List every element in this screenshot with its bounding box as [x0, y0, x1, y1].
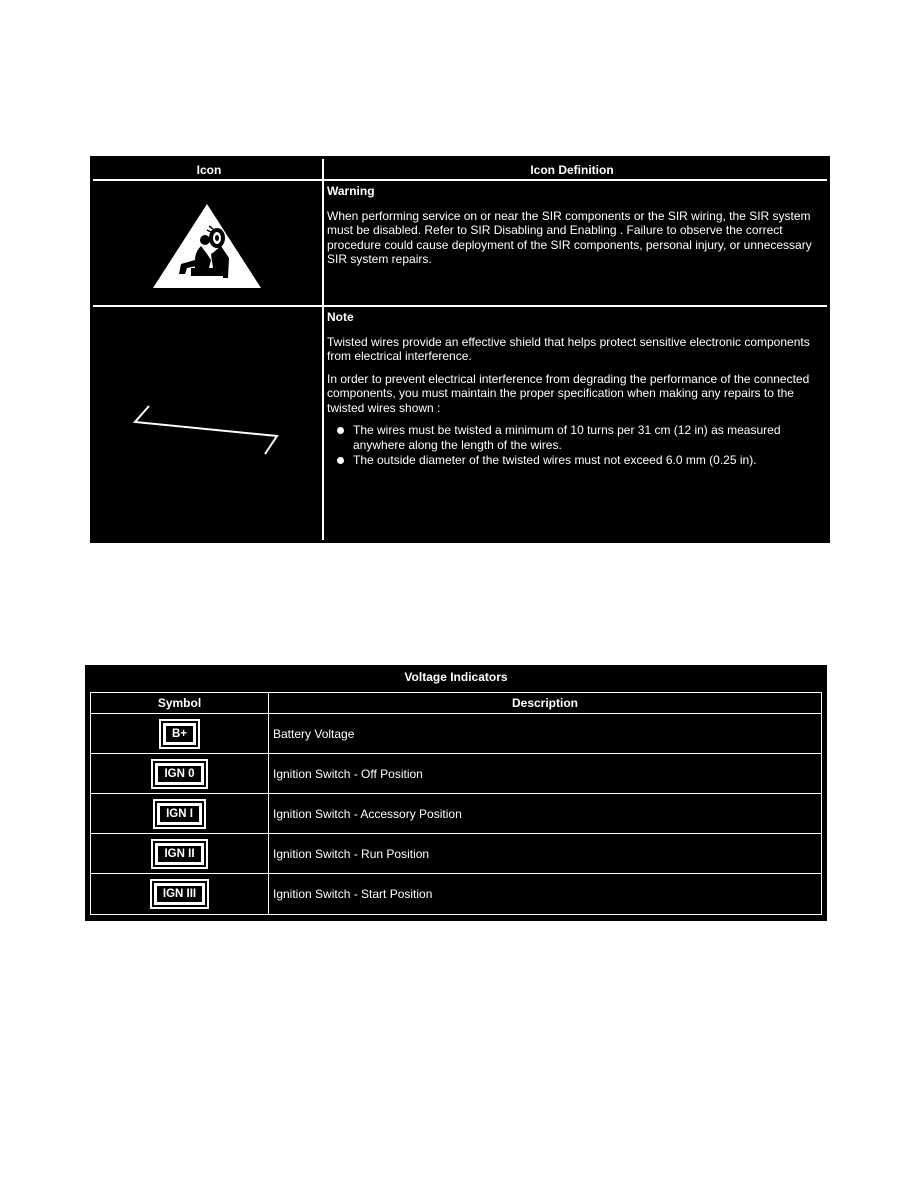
warning-definition-cell	[327, 184, 821, 275]
table-row	[91, 874, 821, 914]
voltage-grid	[90, 692, 822, 915]
description-column-header: Description	[511, 696, 578, 710]
voltage-indicators-table	[85, 665, 827, 921]
table-caption: Voltage Indicators	[404, 670, 508, 684]
icon-definition-table	[90, 156, 830, 543]
note-bullet: The wires must be twisted a minimum of 10 turns per 31 cm (12 in) as measured anywhere along the length of the wires.	[353, 423, 821, 452]
note-title: Note	[327, 310, 354, 324]
voltage-description: Battery Voltage	[273, 726, 355, 741]
header-row	[91, 693, 821, 714]
icon-definition-column-header: Icon Definition	[530, 163, 614, 177]
note-bullet-list	[327, 423, 821, 468]
icon-column-header: Icon	[196, 163, 222, 177]
voltage-symbol-badge: IGN II	[155, 843, 203, 865]
sir-warning-triangle-icon	[151, 202, 263, 295]
voltage-symbol-badge: IGN I	[157, 803, 202, 825]
header-divider	[93, 179, 827, 181]
voltage-description: Ignition Switch - Start Position	[273, 887, 433, 901]
voltage-description: Ignition Switch - Run Position	[273, 846, 430, 861]
voltage-symbol-badge: IGN 0	[155, 763, 203, 785]
table-row	[91, 714, 821, 754]
note-definition-cell	[327, 310, 821, 469]
voltage-description: Ignition Switch - Off Position	[273, 766, 423, 781]
table-row	[91, 794, 821, 834]
symbol-column-header: Symbol	[91, 693, 269, 713]
twisted-wire-icon	[131, 402, 283, 463]
voltage-symbol-badge: IGN III	[154, 883, 205, 905]
table-row	[91, 834, 821, 874]
warning-text: When performing service on or near the SIR components or the SIR wiring, the SIR system must be disabled. Refer to SIR Disabling and Enabling . Failure to observe the correct procedure could cause deployment of the SIR components, personal injury, or unnecessary SIR system repairs.	[327, 208, 812, 266]
voltage-description: Ignition Switch - Accessory Position	[273, 806, 462, 821]
note-paragraph-2: In order to prevent electrical interference from degrading the performance of the connected components, you must maintain the proper specification when making any repairs to the twisted wires shown :	[327, 371, 810, 415]
voltage-symbol-badge: B+	[163, 723, 196, 745]
table-row	[91, 754, 821, 794]
note-bullet: The outside diameter of the twisted wires must not exceed 6.0 mm (0.25 in).	[353, 453, 821, 468]
note-paragraph-1: Twisted wires provide an effective shield that helps protect sensitive electronic components from electrical interference.	[327, 334, 810, 363]
column-divider	[322, 159, 324, 540]
warning-title: Warning	[327, 184, 375, 198]
row-divider	[93, 305, 827, 307]
